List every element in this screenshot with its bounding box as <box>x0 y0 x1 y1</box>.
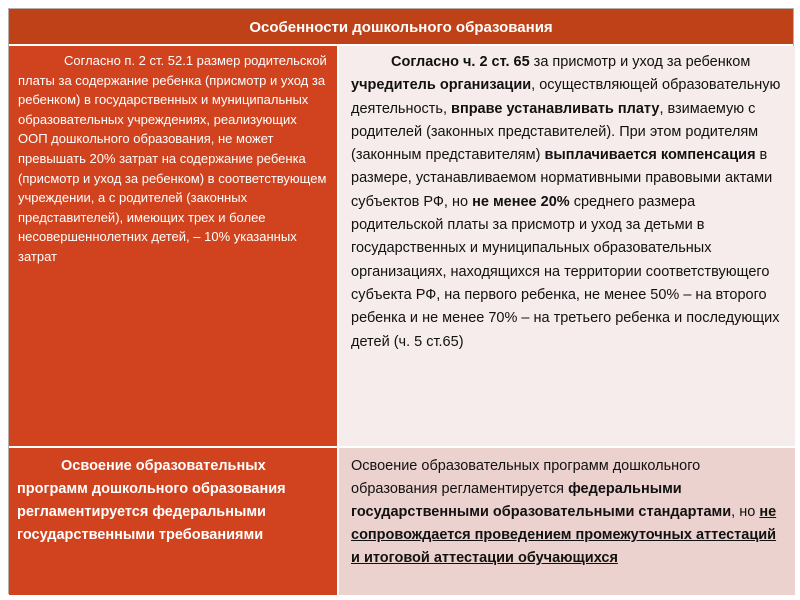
row2-left-text-block <box>9 448 337 547</box>
row1-right-text-part: в размере, устанавливаемом нормативными правовыми актами субъектов РФ, но <box>351 147 773 210</box>
row2-left-text: Освоение образовательных программ дошкольного образования регламентируется федеральными государственными требованиями <box>17 458 286 543</box>
no-attestation-emphasis: не сопровождается проведением промежуточных аттестаций и итоговой аттестации обучающихся <box>351 504 777 566</box>
row1-left-text-block <box>9 46 337 267</box>
table-title: Особенности дошкольного образования <box>249 19 553 36</box>
founder-emphasis: учредитель организации <box>351 77 532 94</box>
law-reference: Согласно ч. 2 ст. 65 <box>391 54 530 70</box>
fgos-emphasis: федеральными государственными образовательными стандартами <box>351 481 732 520</box>
table-header <box>9 9 793 46</box>
row2-right-text-part: , но <box>731 504 760 520</box>
row2-left-cell <box>9 446 339 595</box>
row1-right-text-part: среднего размера родительской платы за присмотр и уход за детьми в государственных и муниципальных образовательных организациях, находящихся на территории соответствующего субъекта РФ, на первого ребенка, не менее 50% – на второго ребенка и не менее 70% – на третьего ребенка и последующих детей (ч. 5 ст.65) <box>351 193 780 350</box>
row1-right-text-part: за присмотр и уход за ребенком <box>529 54 751 70</box>
row1-left-cell <box>9 46 339 446</box>
row1-right-text-part: , осуществляющей образовательную деятельность, <box>351 77 781 117</box>
row1-right-text-part: , взимаемую с родителей (законных представителей). При этом родителям (законным представителям) <box>351 100 759 164</box>
row1-right-text-block <box>339 46 795 354</box>
comparison-table <box>8 8 794 594</box>
fee-right-emphasis: вправе устанавливать плату <box>451 100 660 117</box>
row1-right-cell <box>339 46 795 446</box>
compensation-emphasis: выплачивается компенсация <box>544 147 756 164</box>
row2-right-text-part: Освоение образовательных программ дошкольного образования регламентируется <box>351 458 701 497</box>
row2-right-cell <box>339 446 795 595</box>
row1-left-text: Согласно п. 2 ст. 52.1 размер родительской платы за содержание ребенка (присмотр и уход за ребенком) в государственных и муниципальных образовательных учреждениях, реализующих ООП дошкольного образования, не может превышать 20% затрат на содержание ребенка (присмотр и уход за ребенком) в соответствующем учреждении, а с родителей (законных представителей), имеющих трех и более несовершеннолетних детей, – 10% указанных затрат <box>18 53 327 264</box>
row2-right-text-block <box>339 448 795 570</box>
min-percent-emphasis: не менее 20% <box>472 193 570 210</box>
